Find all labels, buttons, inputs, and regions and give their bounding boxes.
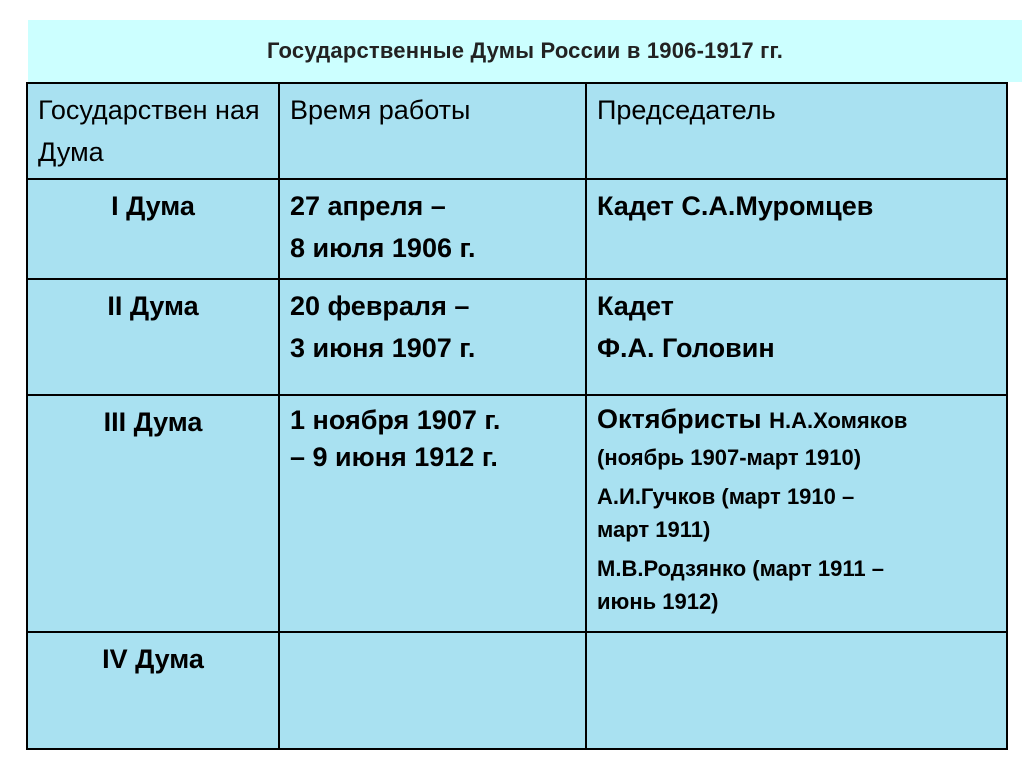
- table-row: [27, 395, 1007, 632]
- period-line: 1 ноября 1907 г.: [290, 404, 501, 435]
- chairman-line: Кадет С.А.Муромцев: [597, 190, 874, 221]
- duma-chairman: [586, 395, 1007, 632]
- chairman-line: Кадет: [597, 290, 674, 321]
- duma-name: III Дума: [27, 395, 279, 632]
- period-line: 3 июня 1907 г.: [290, 332, 476, 363]
- table-row: [27, 632, 1007, 749]
- title-banner: [28, 20, 1022, 82]
- chairman-line: Ф.А. Головин: [597, 332, 775, 363]
- period-line: 27 апреля –: [290, 190, 446, 221]
- duma-period: [279, 632, 586, 749]
- duma-name: II Дума: [27, 279, 279, 395]
- duma-period: [279, 179, 586, 279]
- table-row: [27, 179, 1007, 279]
- duma-chairman: [586, 179, 1007, 279]
- chairman-line: [597, 402, 996, 437]
- duma-chairman: [586, 279, 1007, 395]
- duma-period: [279, 395, 586, 632]
- period-line: 8 июля 1906 г.: [290, 232, 476, 263]
- table-row: [27, 279, 1007, 395]
- slide-title: Государственные Думы России в 1906-1917 гг.: [266, 38, 784, 63]
- header-chairman: Председатель: [586, 83, 1007, 179]
- table-header-row: [27, 83, 1007, 179]
- duma-name: I Дума: [27, 179, 279, 279]
- chairman-line: М.В.Родзянко (март 1911 –: [597, 555, 884, 581]
- chairman-party: Октябристы: [597, 403, 762, 434]
- chairman-name: Н.А.Хомяков: [769, 407, 908, 433]
- header-period: Время работы: [279, 83, 586, 179]
- chairman-line: (ноябрь 1907-март 1910): [597, 444, 862, 470]
- chairman-line: март 1911): [597, 516, 711, 542]
- header-duma: Государствен ная Дума: [27, 83, 279, 179]
- period-line: 20 февраля –: [290, 290, 470, 321]
- chairman-line: июнь 1912): [597, 588, 719, 614]
- duma-chairman: [586, 632, 1007, 749]
- chairman-line: А.И.Гучков (март 1910 –: [597, 483, 855, 509]
- duma-table: [26, 82, 1008, 750]
- duma-period: [279, 279, 586, 395]
- duma-name: IV Дума: [27, 632, 279, 749]
- period-line: – 9 июня 1912 г.: [290, 442, 498, 473]
